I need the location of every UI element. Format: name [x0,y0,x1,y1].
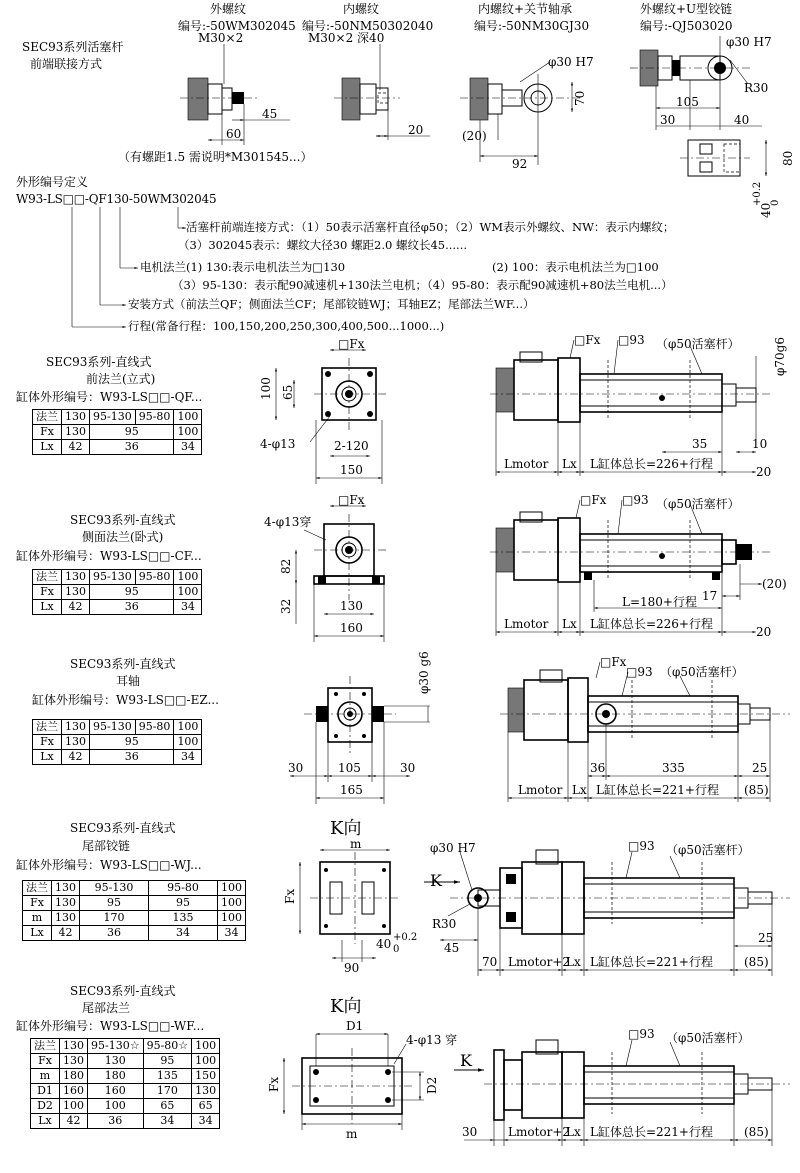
s5-side-93: □93 [628,1027,655,1041]
s2-side-20b: 20 [756,625,772,639]
clevis-r30: R30 [744,81,769,95]
s1-side-phi70: φ70g6 [773,337,787,376]
option-name-internal-thread: 内螺纹 [343,2,380,16]
s1-side-lmotor: Lmotor [504,457,549,471]
s5-side-85: (85) [744,1125,769,1139]
s3-front-30b: 30 [400,761,416,775]
s4-side-k: K [430,871,442,890]
s1-side-10: 10 [752,437,768,451]
s1-side-total: L缸体总长=226+行程 [590,457,713,471]
section5-k-view [267,996,457,1141]
s4-side-70: 70 [482,955,498,969]
section3-side-view [500,655,790,802]
rod-end-external-thread-drawing [180,31,290,145]
rod-end-bearing-drawing [460,55,594,171]
code-def-line-3: 电机法兰(1) 130:表示电机法兰为□130 [140,260,346,274]
s1-side-93: □93 [618,333,645,347]
section2-front-view [264,493,386,642]
s3-side-rod: （φ50活塞杆） [660,665,744,679]
s2-side-l180: L=180+行程 [622,595,697,609]
clevis-dim-80: 80 [781,150,795,166]
code-def-line-2: （3）302045表示：螺纹大径30 螺距2.0 螺纹长45...... [178,238,468,252]
ext-thread-spec: M30×2 [198,31,244,45]
s2-front-82: 82 [279,558,293,574]
section5-table: 法兰 130 95-130☆ 95-80☆ 100 Fx 130 130 95 100 m 180 180 135 150 D1 160 160 170 130 D2 100 100 65 65 Lx 42 36 34 34 [30,1038,220,1129]
s4-k-40: 40 [376,937,392,951]
s2-front-fx: □Fx [338,493,365,507]
section3-title1: SEC93系列-直线式 [70,657,176,671]
bearing-dim-70: 70 [573,90,587,106]
clevis-tol-40: 40 [759,202,773,218]
s4-side-93: □93 [628,839,655,853]
bearing-dim-20: (20) [462,129,487,143]
int-thread-dim-20: 20 [408,123,424,137]
s3-side-fx: □Fx [600,655,627,669]
int-thread-spec: M30×2 深40 [308,31,385,45]
s2-side-lx: Lx [562,617,577,631]
s4-k-40-sub: 0 [393,944,400,955]
s5-side-k: K [460,1051,472,1070]
section1-side-view [490,333,787,479]
section1-code: 缸体外形编号：W93-LS□□-QF... [16,390,203,404]
s1-front-100: 100 [259,377,273,400]
code-def-leaders [72,207,186,327]
s4-side-total: L缸体总长=221+行程 [590,955,713,969]
header-title-line1: SEC93系列活塞杆 [22,40,124,54]
code-def-line-5: （3）95-130：表示配90减速机+130法兰电机；（4）95-80：表示配90减速机+80法兰电机...） [172,278,673,292]
s1-side-20: 20 [756,465,772,479]
code-def-line-1: 活塞杆前端连接方式：（1）50表示活塞杆直径φ50；（2）WM表示外螺纹、NW：表示内螺纹； [186,220,675,234]
clevis-dim-105: 105 [676,95,699,109]
section2-code: 缸体外形编号：W93-LS□□-CF... [16,549,202,563]
s5-k-d1: D1 [346,1019,364,1033]
s4-side-45: 45 [444,941,460,955]
section3-table: 法兰 130 95-130 95-80 100 Fx 130 95 100 Lx 42 36 34 [32,719,202,765]
section3-title2: 耳轴 [116,674,141,688]
s2-side-fx: □Fx [580,493,607,507]
s5-side-30: 30 [462,1125,478,1139]
s2-front-32: 32 [279,598,293,614]
section4-title2: 尾部铰链 [82,839,131,853]
s2-side-lmotor: Lmotor [504,617,549,631]
section4-k-view [283,818,417,975]
s1-front-fx: □Fx [338,337,365,351]
s4-side-r30: R30 [432,917,457,931]
s5-side-lx: Lx [566,1125,581,1139]
s2-side-rod: （φ50活塞杆） [656,497,740,511]
s1-side-fx: □Fx [574,333,601,347]
ext-thread-dim-60: 60 [226,127,242,141]
code-def-line-7: 行程(常备行程：100,150,200,250,300,400,500...1000...) [128,319,445,333]
s2-side-total: L缸体总长=226+行程 [590,617,713,631]
s3-side-lmotor: Lmotor [518,783,563,797]
s2-side-93: □93 [622,493,649,507]
s2-front-160: 160 [340,621,363,635]
s1-side-rod: （φ50活塞杆） [656,337,740,351]
s3-front-165: 165 [340,783,363,797]
s4-k-m: m [350,837,362,851]
s3-side-lx: Lx [572,783,587,797]
s5-side-rod: （φ50活塞杆） [666,1031,750,1045]
section5-side-view [454,1027,790,1146]
s3-side-36: 36 [590,761,606,775]
section2-title1: SEC93系列-直线式 [70,513,176,527]
code-def-line-6: 安装方式（前法兰QF；侧面法兰CF；尾部铰链WJ；耳轴EZ；尾部法兰WF...） [128,297,535,311]
option-code-external-thread: 编号:-50WM302045 [178,19,296,33]
section1-table: 法兰 130 95-130 95-80 100 Fx 130 95 100 Lx 42 36 34 [32,409,202,455]
s2-front-holes: 4-φ13穿 [264,515,312,529]
s3-side-85: (85) [744,783,769,797]
s4-side-lx: Lx [566,955,581,969]
code-def-example: W93-LS□□-QF130-50WM302045 [16,192,217,206]
clevis-tol-sup: +0.2 [752,181,763,206]
s4-k-40-sup: +0.2 [393,932,418,943]
s5-k-fx: Fx [267,1076,281,1092]
s2-front-130: 130 [340,599,363,613]
code-def-title: 外形编号定义 [16,175,89,189]
option-name-external-thread: 外螺纹 [210,2,247,16]
section1-title2: 前法兰(立式) [86,372,156,386]
option-name-u-clevis: 外螺纹+U型铰链 [640,2,733,16]
s1-front-65: 65 [281,384,295,400]
clevis-dim-40: 40 [734,113,750,127]
s4-side-85: (85) [744,955,769,969]
section1-front-view [259,337,386,484]
section4-code: 缸体外形编号：W93-LS□□-WJ... [16,858,202,872]
option-name-rod-end-bearing: 内螺纹+关节轴承 [478,2,573,16]
s1-side-35: 35 [692,437,708,451]
s4-k-fx: Fx [283,888,297,904]
option-code-internal-thread: 编号:-50NM50302040 [302,19,434,33]
s3-front-105: 105 [338,761,361,775]
clevis-dim-30: 30 [660,113,676,127]
s1-side-lx: Lx [562,457,577,471]
s5-side-total: L缸体总长=221+行程 [590,1125,713,1139]
s5-k-m: m [346,1127,358,1141]
section1-title1: SEC93系列-直线式 [46,355,152,369]
s3-side-335: 335 [662,761,685,775]
bearing-dim-92: 92 [512,157,528,171]
clevis-bore: φ30 H7 [726,35,772,49]
s1-front-holes: 4-φ13 [260,437,296,451]
section2-title2: 侧面法兰(卧式) [82,530,164,544]
s2-side-20: (20) [762,577,787,591]
s5-k-d2: D2 [425,1076,439,1094]
s5-side-lmotor: Lmotor+2 [508,1125,571,1139]
section5-title2: 尾部法兰 [82,1001,131,1015]
option-code-u-clevis: 编号:-QJ503020 [640,19,733,33]
header-title-line2: 前端联接方式 [30,57,103,71]
section3-front-view [288,651,431,804]
s5-k-view-title: K向 [330,996,362,1017]
s1-front-150: 150 [340,463,363,477]
s4-side-25: 25 [758,931,774,945]
section3-code: 缸体外形编号：W93-LS□□-EZ... [32,693,219,707]
code-def-line-4: (2) 100：表示电机法兰为□100 [492,260,659,274]
s3-side-total: L缸体总长=221+行程 [596,783,719,797]
rod-end-internal-thread-drawing [308,31,430,140]
section5-title1: SEC93系列-直线式 [70,984,176,998]
s1-front-2-120: 2-120 [334,439,369,453]
section2-side-view [490,493,787,639]
ext-thread-dim-45: 45 [262,107,278,121]
section4-table: 法兰 130 95-130 95-80 100 Fx 130 95 95 100 m 130 170 135 100 Lx 42 36 34 34 [22,880,246,941]
section2-table: 法兰 130 95-130 95-80 100 Fx 130 95 100 Lx 42 36 34 [32,569,202,615]
header-note: （有螺距1.5 需说明*M301545...） [118,150,313,164]
clevis-tol-sub: 0 [770,199,781,206]
s2-side-17: 17 [702,589,718,603]
s3-side-25: 25 [752,761,768,775]
s5-k-holes: 4-φ13 穿 [406,1033,458,1047]
s3-side-93: □93 [626,665,653,679]
s4-side-lmotor: Lmotor+2 [508,955,571,969]
s4-side-rod: （φ50活塞杆） [666,843,750,857]
s4-k-view-title: K向 [330,818,362,839]
option-code-rod-end-bearing: 编号:-50NM30GJ30 [474,19,590,33]
section5-code: 缸体外形编号：W93-LS□□-WF... [16,1019,205,1033]
section4-side-view [424,839,790,976]
s4-side-bore: φ30 H7 [430,841,476,855]
section4-title1: SEC93系列-直线式 [70,821,176,835]
s3-front-phi30: φ30 g6 [417,651,431,694]
rod-end-u-clevis-drawing [630,35,795,218]
s3-front-30a: 30 [288,761,304,775]
s4-k-90: 90 [344,961,360,975]
bearing-bore: φ30 H7 [548,55,594,69]
